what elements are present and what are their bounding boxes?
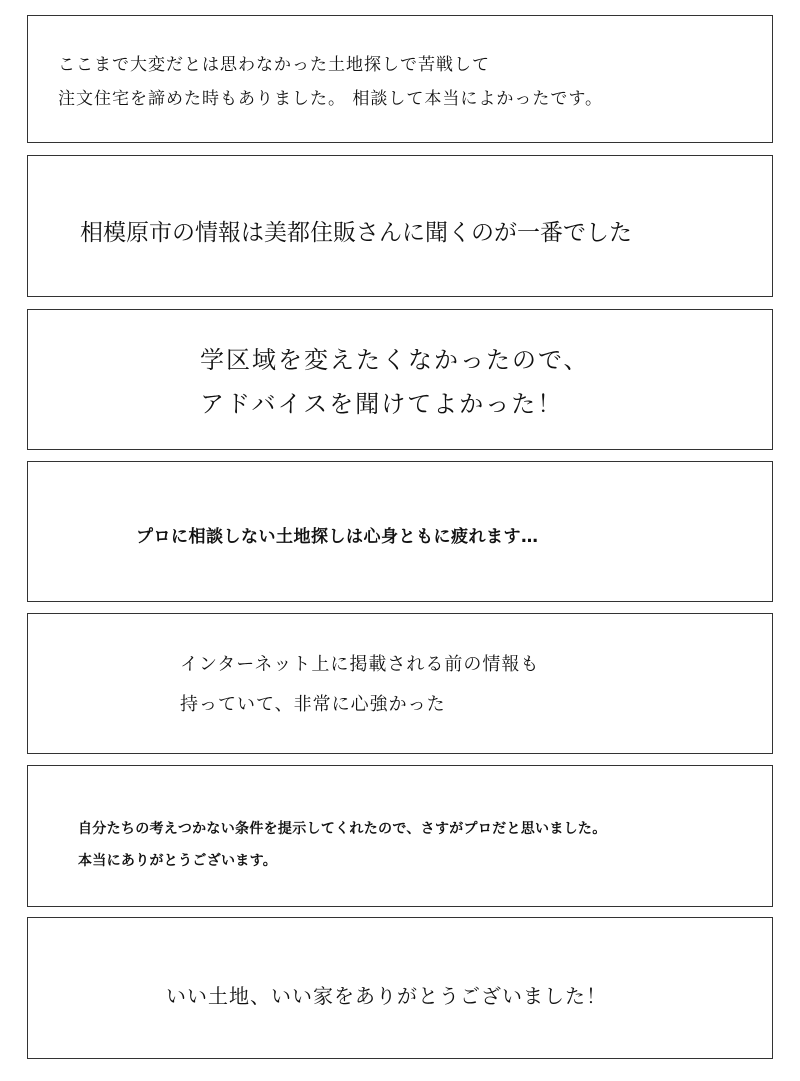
testimonial-card [27,15,773,143]
testimonial-text: インターネット上に掲載される前の情報も [180,654,540,675]
testimonial-card [27,461,773,602]
testimonial-text: 自分たちの考えつかない条件を提示してくれたので、さすがプロだと思いました。 [78,821,607,837]
testimonial-card [27,765,773,907]
testimonial-card [27,917,773,1059]
testimonial-text: いい土地、いい家をありがとうございました！ [166,984,607,1008]
testimonial-card [27,613,773,754]
testimonial-text: 注文住宅を諦めた時もありました。 相談して本当によかったです。 [58,89,604,109]
testimonial-text: プロに相談しない土地探しは心身ともに疲れます… [136,527,539,547]
testimonial-text: 相模原市の情報は美都住販さんに聞くのが一番でした [80,220,632,246]
testimonial-text: 持っていて、非常に心強かった [180,694,446,715]
testimonial-text: 学区域を変えたくなかったので、 [200,346,590,374]
testimonial-card [27,155,773,297]
testimonial-text: 本当にありがとうございます。 [78,853,278,869]
testimonial-text: ここまで大変だとは思わなかった土地探しで苦戦して [58,55,490,75]
testimonial-text: アドバイスを聞けてよかった！ [200,390,564,418]
testimonial-card [27,309,773,450]
